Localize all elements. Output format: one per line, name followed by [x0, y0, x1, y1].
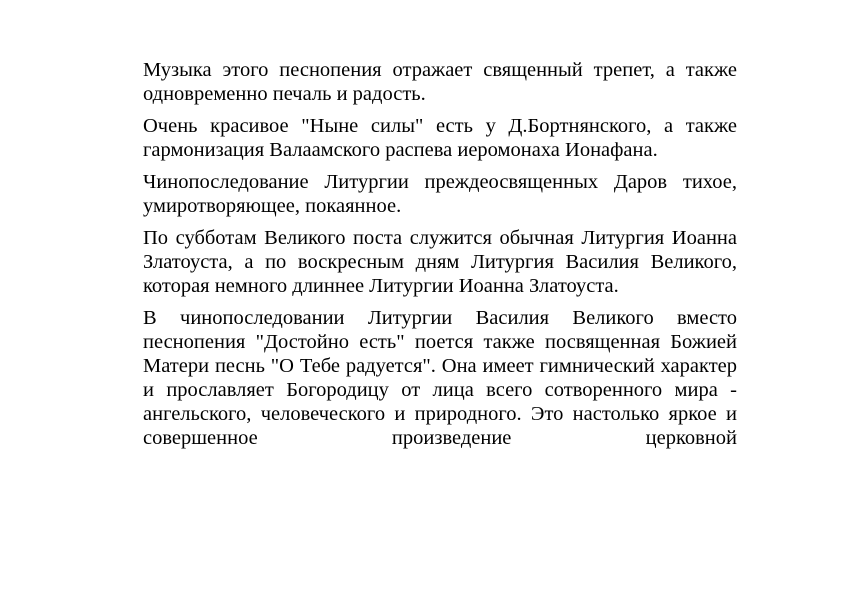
- paragraph-4: По субботам Великого поста служится обычная Литургия Иоанна Златоуста, а по воскресным дням Литургия Василия Великого, которая немного длиннее Литургии Иоанна Златоуста.: [143, 227, 737, 297]
- paragraph-5: В чинопоследовании Литургии Василия Великого вместо песнопения "Достойно есть" поется также посвященная Божией Матери песнь "О Тебе радуется". Она имеет гимнический характер и прославляет Богородицу от лица всего сотворенного мира - ангельского, человеческого и природного. Это настолько яркое и совершенное произведение церковной: [143, 307, 737, 449]
- paragraph-1: Музыка этого песнопения отражает священный трепет, а также одновременно печаль и радость.: [143, 59, 737, 105]
- text-block: [143, 58, 737, 458]
- paragraph-2: Очень красивое "Ныне силы" есть у Д.Бортнянского, а также гармонизация Валаамского распева иеромонаха Ионафана.: [143, 115, 737, 161]
- paragraph-3: Чинопоследование Литургии преждеосвященных Даров тихое, умиротворяющее, покаянное.: [143, 171, 737, 217]
